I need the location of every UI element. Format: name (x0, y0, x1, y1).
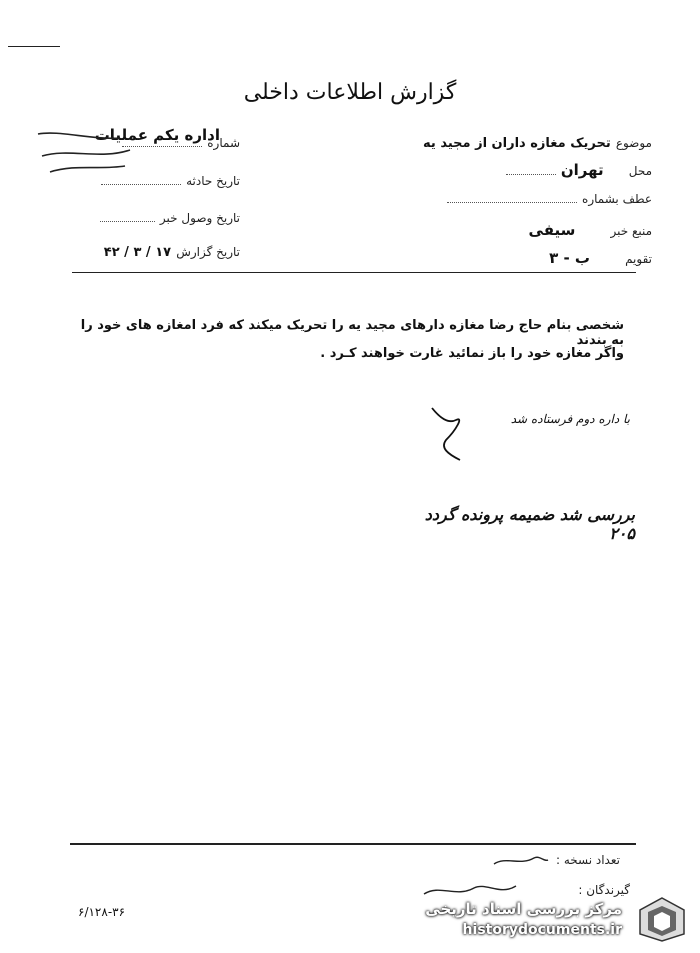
field-report-date: تاریخ گزارش ۱۷ / ۳ / ۴۲ (103, 245, 240, 260)
body-line-1: شخصی بنام حاج رضا مغازه دارهای مجید یه را تحریک میکند که فرد امغازه های خود را به بندند (80, 318, 624, 348)
copies-label: تعداد نسخه : (555, 853, 620, 867)
top-rule (8, 46, 60, 47)
header-separator (72, 272, 636, 273)
copies-scribble (490, 852, 550, 872)
field-incident-date: تاریخ حادثه (70, 170, 240, 189)
field-location: محل تهران (382, 160, 652, 179)
watermark-url: historydocuments.ir (462, 922, 622, 938)
field-calendar: تقویم ب - ۳ (549, 249, 652, 267)
handwritten-note-1: با داره دوم فرستاده شد (510, 412, 630, 426)
recipients-label: گیرندگان : (578, 883, 630, 897)
handwritten-note-2: بررسی شد ضمیمه پرونده گردد ۲۰۵ (424, 505, 635, 543)
field-subject: موضوع تحریک مغازه داران از مجید یه (423, 136, 652, 151)
field-source: منبع خبر سیفی (528, 221, 652, 239)
footer-separator (70, 843, 636, 845)
watermark-text-fa: مرکز بررسی اسناد تاریخی (425, 900, 622, 918)
watermark (420, 888, 696, 948)
body-line-2: واگر مغازه خود را باز نمائید غارت خواهند کـرد . (320, 346, 624, 361)
page-title: گزارش اطلاعات داخلی (243, 80, 457, 105)
document-number: ۶/۱۲۸-۳۶ (78, 905, 126, 919)
field-receipt-date: تاریخ وصول خبر (70, 207, 240, 226)
signature-1 (426, 400, 472, 466)
field-number: شماره (70, 132, 240, 151)
department-stamp: اداره یکم عملیات (94, 126, 220, 144)
field-reference: عطف بشماره (382, 188, 652, 207)
watermark-logo-icon (634, 894, 690, 944)
